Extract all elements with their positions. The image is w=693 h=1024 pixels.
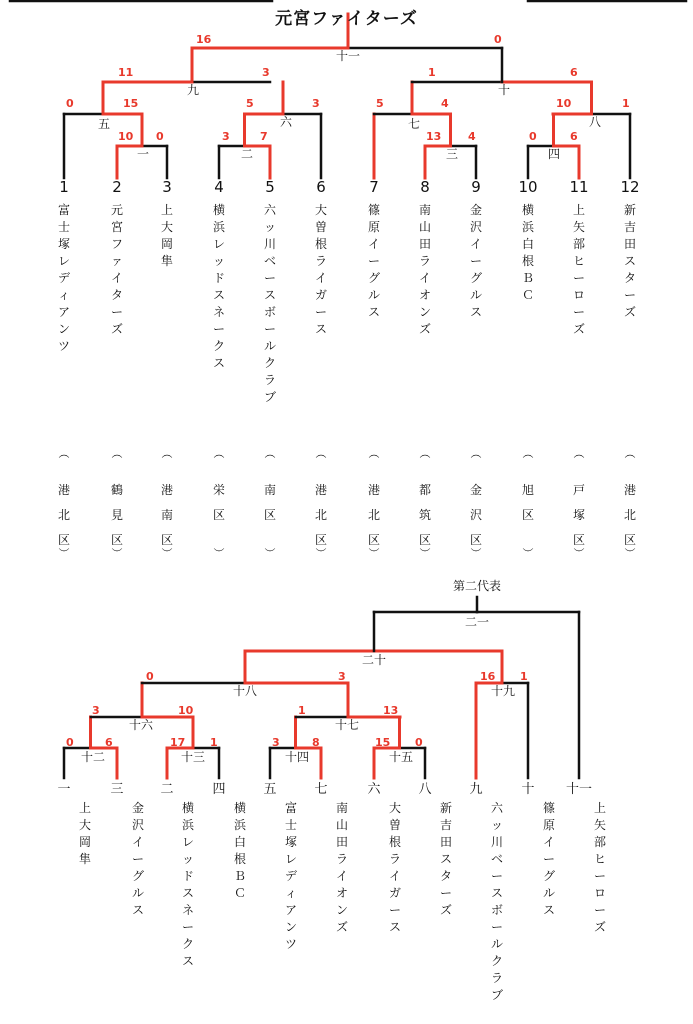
team-district: 港北区 [367,483,380,547]
score-right: 13 [383,704,399,717]
second-team-number: 九 [469,782,483,797]
paren-open: ︵ [522,447,534,460]
second-team-number: 六 [367,782,381,797]
team-name: 金沢イーグルス [469,203,482,319]
score-left: 3 [222,130,230,143]
score-right: 1 [520,670,528,683]
second-team-name: 新吉田スターズ [439,801,452,917]
team-district: 栄区 [212,483,225,522]
score-right: 6 [570,66,578,79]
team-district: 港南区 [160,483,173,547]
second-match-label: 十二 [81,750,106,764]
team-district: 旭区 [521,483,534,522]
paren-open: ︵ [58,447,70,460]
second-match-label: 十九 [491,684,516,698]
team-name: 横浜白根ＢＣ [521,203,534,302]
paren-open: ︵ [624,447,636,460]
second-match-label: 十四 [285,750,310,764]
team-district: 港北区 [314,483,327,547]
score-left: 3 [92,704,100,717]
team-name: 元宮ファイターズ [110,203,123,336]
score-left: 10 [118,130,134,143]
paren-open: ︵ [111,447,123,460]
paren-close: ︶ [522,547,534,560]
match-label: 九 [187,83,200,97]
team-name: 富士塚レディアンツ [57,203,70,353]
team-name: 南山田ライオンズ [418,203,431,336]
second-match-label: 十三 [181,750,206,764]
paren-close: ︶ [624,547,636,560]
score-right: 3 [312,97,320,110]
second-team-number: 四 [212,782,226,797]
match-label: 五 [98,117,111,131]
team-district: 南区 [263,483,276,522]
paren-open: ︵ [419,447,431,460]
second-match-label: 十六 [129,718,154,732]
score-left: 15 [375,736,391,749]
second-team-number: 二 [160,782,174,797]
second-match-label: 十七 [335,718,360,732]
match-label: 二 [241,147,254,161]
paren-close: ︶ [58,547,70,560]
team-district: 港北区 [623,483,636,547]
score-right: 3 [262,66,270,79]
score-right: 7 [260,130,268,143]
team-name: 六ッ川ベースボールクラブ [263,203,276,404]
team-name: 大曽根ライガース [314,203,327,336]
match-label: 六 [280,115,293,129]
second-team-number: 七 [314,782,328,797]
paren-open: ︵ [161,447,173,460]
score-left: 5 [246,97,254,110]
team-number: 6 [316,178,326,196]
team-district: 戸塚区 [572,483,585,547]
score-left: 5 [376,97,384,110]
paren-open: ︵ [213,447,225,460]
second-team-number: 三 [110,782,124,797]
score-left: 0 [146,670,154,683]
team-number: 10 [518,178,538,196]
score-left: 16 [196,33,212,46]
match-label: 十 [498,83,511,97]
second-match-label: 十八 [233,684,258,698]
champion-title: 元宮ファイターズ [275,9,418,29]
second-team-number: 五 [263,782,277,797]
paren-close: ︶ [419,547,431,560]
score-left: 17 [170,736,186,749]
team-district: 港北区 [57,483,70,547]
second-team-name: 上矢部ヒーローズ [593,801,606,934]
match-label: 三 [446,147,459,161]
team-number: 2 [112,178,122,196]
score-left: 11 [118,66,134,79]
team-number: 7 [369,178,379,196]
team-number: 3 [162,178,172,196]
score-left: 16 [480,670,496,683]
second-match-label: 二一 [465,615,490,629]
score-right: 8 [312,736,320,749]
score-right: 4 [441,97,449,110]
team-number: 4 [214,178,224,196]
team-number: 8 [420,178,430,196]
team-name: 新吉田スターズ [623,203,636,319]
paren-close: ︶ [470,547,482,560]
score-right: 4 [468,130,476,143]
match-label: 十一 [336,49,361,63]
paren-close: ︶ [213,547,225,560]
team-name: 上矢部ヒーローズ [572,203,585,336]
second-match-label: 二十 [362,653,387,667]
team-number: 5 [265,178,275,196]
score-right: 6 [570,130,578,143]
second-team-name: 横浜白根ＢＣ [233,801,246,900]
paren-close: ︶ [315,547,327,560]
paren-open: ︵ [573,447,585,460]
match-label: 一 [137,147,150,161]
team-district: 都筑区 [418,483,431,547]
score-left: 10 [556,97,572,110]
score-right: 0 [494,33,502,46]
team-name: 横浜レッドスネークス [212,203,225,370]
second-representative-title: 第二代表 [452,579,501,593]
paren-close: ︶ [368,547,380,560]
team-number: 12 [620,178,640,196]
second-team-name: 上大岡隼 [78,801,91,866]
match-label: 七 [408,117,421,131]
team-name: 篠原イーグルス [367,203,380,319]
team-number: 1 [59,178,69,196]
paren-open: ︵ [264,447,276,460]
team-district: 金沢区 [469,483,482,547]
score-right: 15 [123,97,139,110]
score-right: 10 [178,704,194,717]
score-right: 1 [210,736,218,749]
second-team-name: 金沢イーグルス [131,801,144,917]
second-team-name: 南山田ライオンズ [335,801,348,934]
second-team-name: 篠原イーグルス [542,801,555,917]
second-team-name: 横浜レッドスネークス [181,801,194,968]
paren-open: ︵ [368,447,380,460]
score-left: 0 [66,736,74,749]
match-label: 四 [548,147,561,161]
team-name: 上大岡隼 [160,203,173,268]
paren-close: ︶ [264,547,276,560]
second-team-number: 十 [521,782,535,797]
second-team-number: 八 [418,782,432,797]
paren-open: ︵ [470,447,482,460]
paren-close: ︶ [111,547,123,560]
match-label: 八 [589,115,602,129]
team-number: 11 [569,178,589,196]
score-left: 3 [272,736,280,749]
second-team-number: 一 [57,782,71,797]
second-team-number: 十一 [565,782,592,797]
team-number: 9 [471,178,481,196]
score-right: 0 [156,130,164,143]
score-left: 1 [428,66,436,79]
score-right: 6 [105,736,113,749]
second-team-name: 六ッ川ベースボールクラブ [490,801,503,1002]
score-left: 13 [426,130,442,143]
paren-close: ︶ [573,547,585,560]
team-district: 鶴見区 [110,483,123,547]
paren-close: ︶ [161,547,173,560]
second-team-name: 富士塚レディアンツ [284,801,297,951]
paren-open: ︵ [315,447,327,460]
score-left: 0 [529,130,537,143]
second-team-name: 大曽根ライガース [388,801,401,934]
score-left: 1 [298,704,306,717]
second-match-label: 十五 [389,750,414,764]
score-right: 3 [338,670,346,683]
score-right: 1 [622,97,630,110]
score-left: 0 [66,97,74,110]
score-right: 0 [415,736,423,749]
